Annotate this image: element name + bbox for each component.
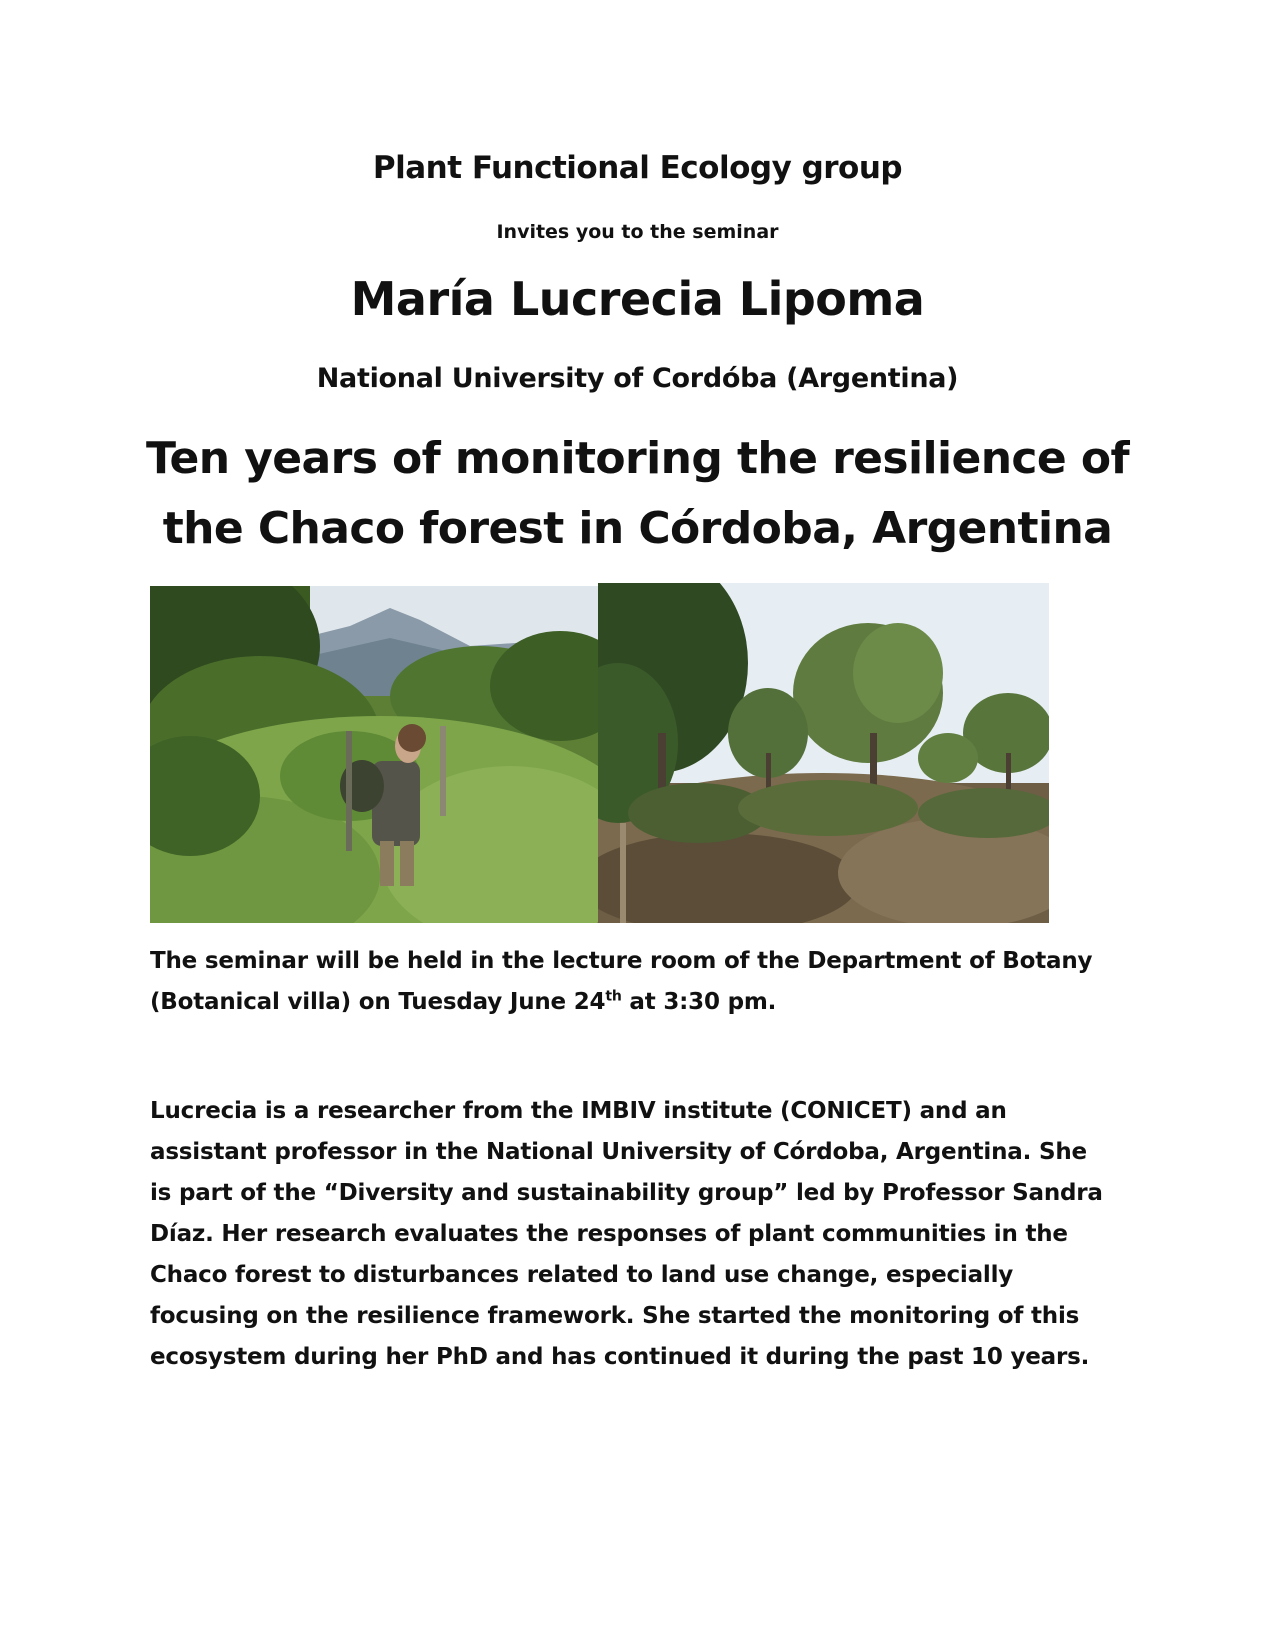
bio-line: Díaz. Her research evaluates the responses of plant communities in the (150, 1221, 1068, 1247)
bio-line: Chaco forest to disturbances related to land use change, especially (150, 1262, 1014, 1288)
speaker-affiliation: National University of Cordóba (Argentina) (316, 363, 959, 394)
group-name: Plant Functional Ecology group (372, 150, 903, 186)
speaker-bio (150, 1091, 1110, 1378)
venue-info (150, 941, 1110, 1023)
talk-title-line-2: the Chaco forest in Córdoba, Argentina (162, 503, 1113, 554)
bio-line: focusing on the resilience framework. She started the monitoring of this (150, 1303, 1080, 1329)
venue-line-2 (150, 982, 1110, 1023)
talk-title-line-1: Ten years of monitoring the resilience of (145, 433, 1130, 484)
bio-line: Lucrecia is a researcher from the IMBIV institute (CONICET) and an (150, 1098, 1007, 1124)
photo-researcher-in-shrubland (150, 586, 598, 923)
photo-chaco-forest (598, 583, 1049, 923)
venue-line-1: The seminar will be held in the lecture room of the Department of Botany (150, 948, 1093, 974)
invitation-text: Invites you to the seminar (496, 221, 779, 243)
talk-title (0, 424, 1275, 564)
date-ordinal-suffix: th (605, 988, 622, 1005)
bio-line: ecosystem during her PhD and has continued it during the past 10 years. (150, 1344, 1090, 1370)
speaker-name: María Lucrecia Lipoma (350, 272, 925, 326)
venue-date-text: (Botanical villa) on Tuesday June 24 (150, 989, 606, 1015)
bio-line: is part of the “Diversity and sustainability group” led by Professor Sandra (150, 1180, 1103, 1206)
bio-line: assistant professor in the National University of Córdoba, Argentina. She (150, 1139, 1087, 1165)
venue-time-text: at 3:30 pm. (621, 989, 777, 1015)
